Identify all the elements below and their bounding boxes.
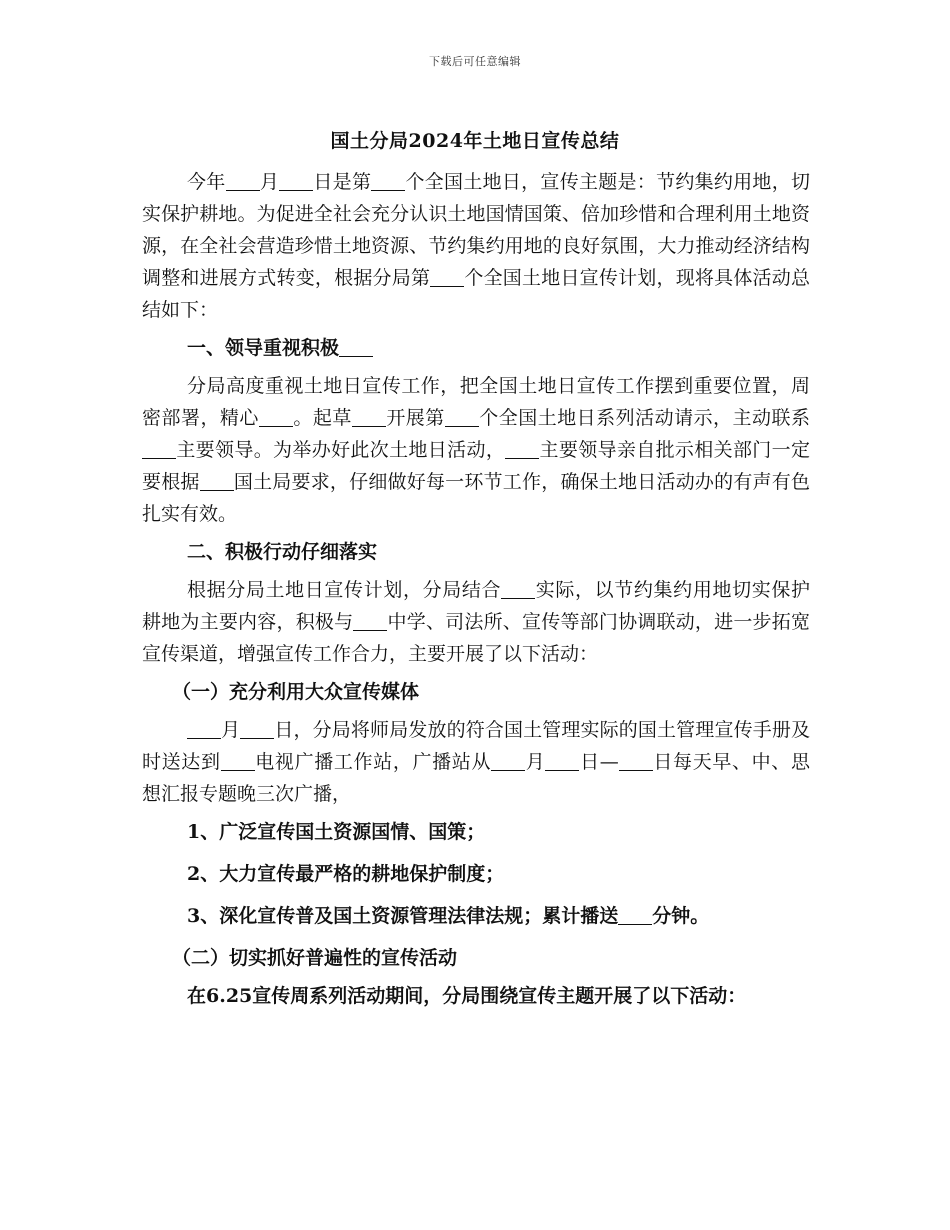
list-item-3: 3、深化宣传普及国土资源管理法律法规；累计播送 分钟。 (187, 905, 710, 927)
list-item-2: 2、大力宣传最严格的耕地保护制度； (187, 863, 505, 885)
section-heading-1: 一、领导重视积极 (142, 332, 810, 364)
blank-line (353, 611, 387, 631)
blank-line (240, 719, 274, 739)
blank-line (430, 267, 464, 287)
blank-line (491, 751, 525, 771)
blank-line (279, 171, 313, 191)
blank-line (226, 171, 260, 191)
blank-line (545, 751, 579, 771)
document-title: 国土分局2024年土地日宣传总结 (330, 130, 620, 152)
activity-paragraph: 在6.25宣传周系列活动期间，分局围绕宣传主题开展了以下活动： (187, 985, 747, 1007)
blank-line (142, 439, 176, 459)
blank-line (200, 471, 234, 491)
action-paragraph: 根据分局土地日宣传计划，分局结合 实际，以节约集约用地切实保护耕地为主要内容，积极与 中学、司法所、宣传等部门协调联动，进一步拓宽宣传渠道，增强宣传工作合力，主要开展了以下活动： (142, 579, 810, 665)
list-item-1: 1、广泛宣传国土资源国情、国策； (187, 821, 486, 843)
intro-paragraph: 今年 月 日是第 个全国土地日，宣传主题是：节约集约用地，切实保护耕地。为促进全社会充分认识土地国情国策、倍加珍惜和合理利用土地资源，在全社会营造珍惜土地资源、节约集约用地的良好氛围，大力推动经济结构调整和进展方式转变，根据分局第 个全国土地日宣传计划，现将具体活动总结如下： (142, 171, 810, 321)
blank-line (221, 751, 255, 771)
section-heading-2: 二、积极行动仔细落实 (187, 541, 378, 563)
blank-line (352, 407, 386, 427)
header-note: 下载后可任意编辑 (429, 55, 521, 68)
blank-line (619, 751, 653, 771)
blank-line (505, 439, 539, 459)
blank-line (339, 337, 373, 357)
blank-line (618, 905, 652, 925)
document-body (142, 166, 810, 1012)
media-paragraph: 月 日，分局将师局发放的符合国土管理实际的国土管理宣传手册及时送达到 电视广播工作站，广播站从 月 日— 日每天早、中、思想汇报专题晚三次广播， (142, 719, 810, 805)
blank-line (371, 171, 405, 191)
subsection-heading-1: （一）充分利用大众宣传媒体 (172, 681, 420, 703)
subsection-heading-2: （二）切实抓好普遍性的宣传活动 (172, 947, 458, 969)
leadership-paragraph: 分局高度重视土地日宣传工作，把全国土地日宣传工作摆到重要位置，周密部署，精心 。起草 开展第 个全国土地日系列活动请示，主动联系主要领导。为举办好此次土地日活动， 主要领导亲自批示相关部门一定要根据 国土局要求，仔细做好每一环节工作，确保土地日活动办的有声有色扎实有效。 (142, 375, 810, 525)
blank-line (187, 719, 221, 739)
blank-line (501, 579, 535, 599)
blank-line (445, 407, 479, 427)
blank-line (259, 407, 293, 427)
